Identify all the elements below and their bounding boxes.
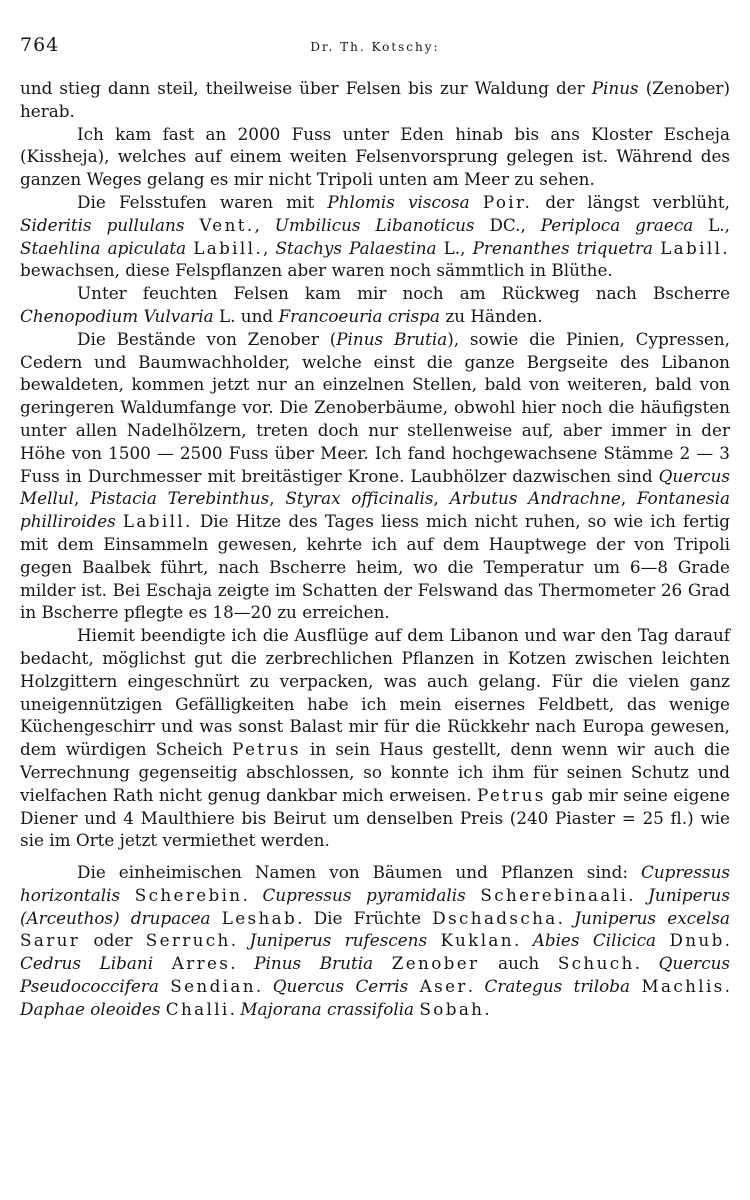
local-name: Dschadscha	[432, 907, 558, 928]
body-text	[20, 77, 730, 1021]
local-name: Dnub	[669, 930, 725, 951]
author-abbrev: Labill.	[122, 511, 193, 532]
paragraph-5: Die Bestände von Zenober (Pinus Brutia), sowie die Pinien, Cypressen, Cedern und Baumwachholder, welche einst die ganze Bergseite des Libanon bewaldeten, kommen jetzt nur an einzelnen Stellen, bald von weiteren, bald von geringeren Waldumfange vor. Die Zenoberbäume, obwohl hier noch die häufigsten unter allen Nadelhölzern, treten doch nur stellenweise auf, aber immer in der Höhe von 1500 — 2500 Fuss über Meer. Ich fand hochgewachsene Stämme 2 — 3 Fuss in Durchmesser mit breitästiger Krone. Laubhölzer dazwischen sind Quercus Mellul, Pistacia Terebinthus, Styrax officinalis, Arbutus Andrachne, Fontanesia philliroides Labill. Die Hitze des Tages liess mich nicht ruhen, so wie ich fertig mit dem Einsammeln gewesen, kehrte ich auf dem Hauptwege der von Tripoli gegen Baalbek führt, nach Bscherre heim, wo die Temperatur um 6—8 Grade milder ist. Bei Eschaja zeigte im Schatten der Felswand das Thermometer 26 Grad in Bscherre pflegte es 18—20 zu erreichen.	[20, 328, 730, 623]
running-head: Dr. Th. Kotschy:	[310, 40, 440, 54]
local-name: Sendian	[170, 976, 256, 997]
paragraph-1: und stieg dann steil, theilweise über Felsen bis zur Waldung der Pinus (Zenober) herab.	[20, 78, 730, 121]
botanical-name: Juniperus (Arceuthos) drupacea	[20, 884, 730, 928]
botanical-name: Quercus Mellul	[20, 465, 730, 509]
local-name: Leshab	[221, 907, 298, 928]
botanical-name: Sideritis pullulans	[20, 214, 185, 235]
botanical-name: Periploca graeca	[540, 214, 694, 235]
local-name: Scherebinaali	[480, 884, 629, 905]
local-name: Kuklan	[440, 930, 514, 951]
botanical-name: Umbilicus Libanoticus	[274, 214, 475, 235]
local-name: Aser	[419, 976, 468, 997]
botanical-name: Majorana crassifolia	[240, 998, 415, 1019]
local-name: Machlis	[641, 976, 725, 997]
local-name: Arres	[171, 953, 231, 974]
botanical-name: Pinus Brutia	[336, 328, 448, 349]
botanical-name: Juniperus rufescens	[249, 930, 428, 951]
local-name: Scherebin	[134, 884, 243, 905]
botanical-name: Crategus triloba	[484, 976, 631, 997]
person-name: Petrus	[476, 784, 546, 805]
botanical-name: Pinus	[591, 78, 639, 98]
botanical-name: Staehlina apiculata	[20, 237, 187, 258]
botanical-name: Cupressus horizontalis	[20, 862, 730, 905]
paragraph-4: Unter feuchten Felsen kam mir noch am Rückweg nach Bscherre Chenopodium Vulvaria L. und Francoeuria crispa zu Händen.	[20, 283, 730, 326]
botanical-name: Pistacia Terebinthus	[90, 488, 270, 509]
author-abbrev: Poir.	[482, 191, 533, 212]
botanical-name: Phlomis viscosa	[327, 191, 470, 212]
botanical-name: Quercus Pseudococcifera	[20, 953, 731, 997]
local-name: Sarur	[20, 930, 81, 951]
author-abbrev: Labill.	[193, 237, 264, 258]
author-abbrev: Labill.	[660, 237, 730, 258]
botanical-name: Francoeuria crispa	[278, 305, 441, 326]
botanical-name: Pinus Brutia	[254, 953, 374, 974]
botanical-name: Arbutus Andrachne	[449, 488, 621, 509]
botanical-name: Fontanesia philliroides	[20, 488, 730, 532]
person-name: Petrus	[232, 739, 301, 760]
botanical-name: Styrax officinalis	[285, 488, 434, 509]
botanical-name: Prenanthes triquetra	[472, 237, 654, 258]
botanical-name: Abies Cilicica	[532, 930, 657, 951]
botanical-name: Cupressus pyramidalis	[262, 884, 466, 905]
botanical-name: Chenopodium Vulvaria	[20, 305, 214, 326]
page-header	[20, 34, 730, 60]
botanical-name: Quercus Cerris	[272, 976, 409, 997]
paragraph-7: Die einheimischen Namen von Bäumen und Pflanzen sind: Cupressus horizontalis Scherebin. Cupressus pyramidalis Scherebinaali. Juniperus (Arceuthos) drupacea Leshab. Die Früchte Dschadscha. Juniperus excelsa Sarur oder Serruch. Juniperus rufescens Kuklan. Abies Cilicica Dnub. Cedrus Libani Arres. Pinus Brutia Zenober auch Schuch. Quercus Pseudococcifera Sendian. Quercus Cerris Aser. Crategus triloba Machlis. Daphae oleoides Challi. Majorana crassifolia Sobah.	[20, 862, 731, 1019]
author-abbrev: Vent.	[199, 214, 255, 235]
local-name: Serruch	[145, 930, 231, 951]
page-number: 764	[20, 34, 60, 56]
botanical-name: Stachys Palaestina	[275, 237, 437, 258]
paragraph-6: Hiemit beendigte ich die Ausflüge auf dem Libanon und war den Tag darauf bedacht, möglichst gut die zerbrechlichen Pflanzen in Kotzen zwischen leichten Holzgittern eingeschnürt zu verpacken, was auch gelang. Für die vielen ganz uneigennützigen Gefälligkeiten habe ich mein eisernes Feldbett, das wenige Küchengeschirr und was sonst Balast mir für die Rückkehr nach Europa gewesen, dem würdigen Scheich Petrus in sein Haus gestellt, denn wenn wir auch die Verrechnung gegenseitig abschlossen, so konnte ich ihm für seinen Schutz und vielfachen Rath nicht genug dankbar mich erweisen. Petrus gab mir seine eigene Diener und 4 Maulthiere bis Beirut um denselben Preis (240 Piaster = 25 fl.) wie sie im Orte jetzt vermiethet werden.	[20, 625, 730, 851]
paragraph-2: Ich kam fast an 2000 Fuss unter Eden hinab bis ans Kloster Escheja (Kissheja), welches auf einem weiten Felsenvorsprung gelegen ist. Während des ganzen Weges gelang es mir nicht Tripoli unten am Meer zu sehen.	[20, 123, 730, 190]
botanical-name: Daphae oleoides	[20, 998, 161, 1019]
local-name: Challi	[165, 998, 230, 1019]
local-name: Zenober	[391, 953, 480, 974]
local-name: Schuch	[557, 953, 635, 974]
paragraph-3: Die Felsstufen waren mit Phlomis viscosa Poir. der längst verblüht, Sideritis pullulans Vent., Umbilicus Libanoticus DC., Periploca graeca L., Staehlina apiculata Labill., Stachys Palaestina L., Prenanthes triquetra Labill. bewachsen, diese Felspflanzen aber waren noch sämmtlich in Blüthe.	[20, 191, 730, 281]
botanical-name: Cedrus Libani	[20, 953, 154, 974]
botanical-name: Juniperus excelsa	[574, 907, 730, 928]
local-name: Sobah	[419, 998, 485, 1019]
